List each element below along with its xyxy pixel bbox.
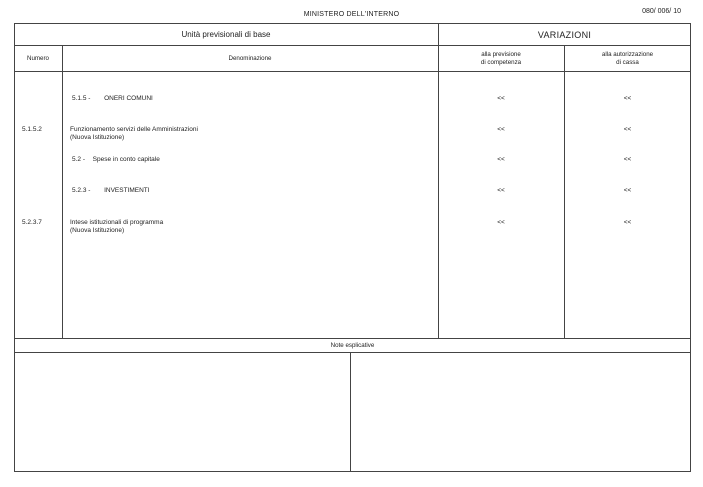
ministry-title: MINISTERO DELL'INTERNO	[303, 11, 400, 18]
table-row	[72, 95, 153, 103]
col-header-cassa	[564, 51, 691, 67]
row-name: Funzionamento servizi delle Amministrazioni	[70, 126, 198, 133]
table-row	[72, 187, 150, 195]
row-name: ONERI COMUNI	[104, 95, 153, 102]
row-cassa-value: <<	[623, 187, 632, 194]
row-code: 5.1.5 -	[72, 95, 91, 102]
row-code: 5.2.3 -	[72, 187, 91, 194]
row-numero: 5.2.3.7	[22, 219, 42, 226]
table-row	[72, 156, 160, 164]
col-header-competenza	[438, 51, 564, 67]
row-competenza-value: <<	[497, 219, 505, 226]
row-competenza-value: <<	[497, 156, 505, 163]
table-row	[70, 219, 163, 235]
col-divider-upb	[438, 23, 439, 339]
row-code: 5.2 -	[72, 156, 86, 163]
row-name: Spese in conto capitale	[92, 156, 160, 163]
row-name: Intese istituzionali di programma	[70, 219, 164, 226]
notes-column-divider	[350, 352, 351, 472]
col-header-competenza-line2: di competenza	[480, 59, 522, 66]
row-cassa-value: <<	[623, 126, 632, 133]
row-subtitle: (Nuova Istituzione)	[70, 227, 125, 234]
row-cassa-value: <<	[623, 219, 632, 226]
row-numero: 5.1.5.2	[22, 126, 42, 133]
row-competenza-value: <<	[497, 187, 505, 194]
table-row	[70, 126, 198, 142]
row-competenza-value: <<	[497, 95, 505, 102]
row-cassa-value: <<	[623, 95, 632, 102]
notes-header-divider	[14, 352, 691, 353]
row-cassa-value: <<	[623, 156, 632, 163]
row-competenza-value: <<	[497, 126, 505, 133]
upb-heading: Unità previsionali di base	[181, 30, 271, 39]
header-divider-2	[14, 71, 691, 72]
notes-title: Note esplicative	[330, 342, 375, 349]
document-code: 080/ 006/ 10	[642, 8, 681, 15]
col-header-numero: Numero	[26, 55, 49, 62]
variazioni-heading: VARIAZIONI	[537, 30, 592, 40]
row-name: INVESTIMENTI	[104, 187, 150, 194]
row-subtitle: (Nuova Istituzione)	[70, 134, 125, 141]
col-divider-numero	[62, 45, 63, 339]
col-header-cassa-line1: alla autorizzazione	[601, 51, 654, 58]
col-header-cassa-line2: di cassa	[616, 59, 639, 66]
col-header-denominazione: Denominazione	[228, 55, 272, 62]
col-header-competenza-line1: alla previsione	[481, 51, 521, 58]
notes-box	[14, 338, 691, 472]
header-divider-1	[14, 45, 691, 46]
